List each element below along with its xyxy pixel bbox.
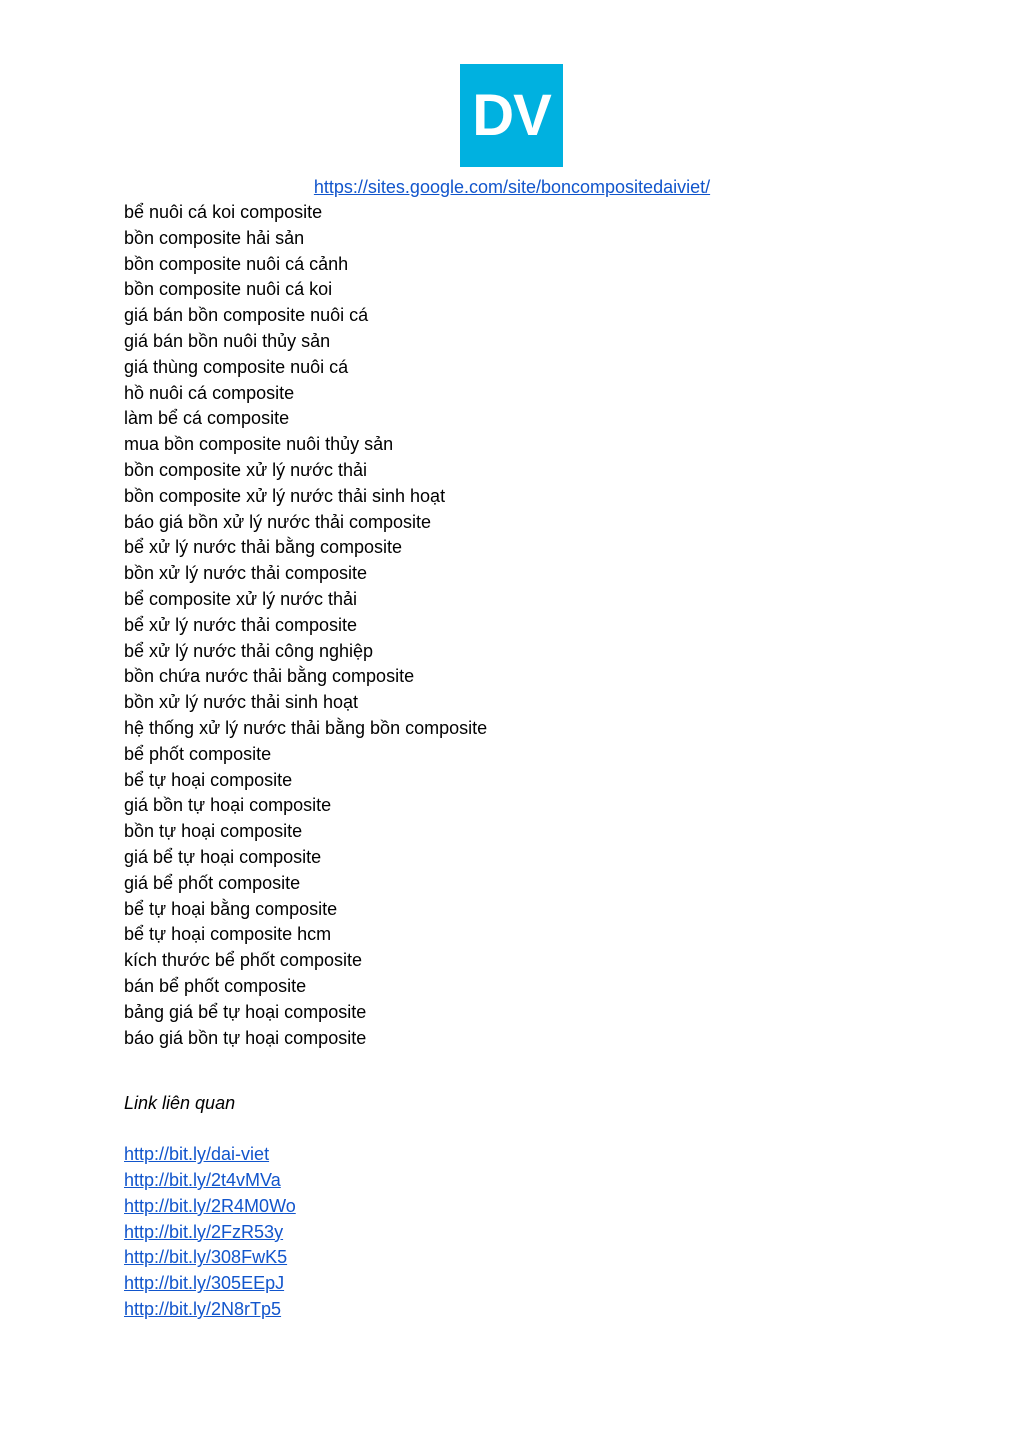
keyword-item: bể tự hoại composite [124,769,293,790]
related-link[interactable]: http://bit.ly/308FwK5 [124,1247,288,1268]
keyword-item: bể tự hoại bằng composite [124,898,338,919]
keyword-item: giá bể tự hoại composite [124,846,322,867]
keyword-item: bồn composite xử lý nước thải [124,459,368,480]
keyword-item: báo giá bồn xử lý nước thải composite [124,511,432,532]
list-item [124,1271,944,1297]
keyword-item: kích thước bể phốt composite [124,950,362,971]
list-item [124,1297,944,1323]
list-item [124,1245,944,1271]
document-body [124,200,944,1323]
keyword-item: bể xử lý nước thải bằng composite [124,537,403,558]
keyword-item: bán bể phốt composite [124,975,307,996]
related-link[interactable]: http://bit.ly/305EEpJ [124,1273,285,1294]
related-link[interactable]: http://bit.ly/2t4vMVa [124,1170,281,1191]
keyword-item: bồn xử lý nước thải composite [124,563,368,584]
keyword-item: bồn tự hoại composite [124,821,303,842]
keyword-item: bể nuôi cá koi composite [124,202,323,222]
keyword-item: giá thùng composite nuôi cá [124,356,349,377]
related-link[interactable]: http://bit.ly/dai-viet [124,1144,270,1165]
keyword-item: hồ nuôi cá composite [124,382,295,403]
keyword-item: bồn composite nuôi cá koi [124,279,333,300]
list-item [124,1142,944,1168]
site-url-link[interactable]: https://sites.google.com/site/boncompositedaiviet/ [313,177,711,197]
keyword-item: bể composite xử lý nước thải [124,588,357,609]
dv-logo: DV [460,64,563,167]
keyword-item: báo giá bồn tự hoại composite [124,1027,367,1048]
keyword-list [124,200,944,1051]
keyword-item: hệ thống xử lý nước thải bằng bồn composite [124,717,488,738]
related-link[interactable]: http://bit.ly/2R4M0Wo [124,1195,296,1216]
keyword-item: bảng giá bể tự hoại composite [124,1001,367,1022]
related-links-heading: Link liên quan [124,1093,236,1114]
list-item [124,1194,944,1220]
keyword-item: bể tự hoại composite hcm [124,924,332,945]
related-link[interactable]: http://bit.ly/2FzR53y [124,1221,284,1242]
keyword-item: giá bán bồn nuôi thủy sản [124,330,331,351]
list-item [124,1220,944,1246]
keyword-item: mua bồn composite nuôi thủy sản [124,434,394,455]
keyword-item: bồn composite nuôi cá cảnh [124,253,349,274]
keyword-item: giá bán bồn composite nuôi cá [124,305,369,326]
keyword-item: bể xử lý nước thải công nghiệp [124,640,374,661]
keyword-item: làm bể cá composite [124,408,290,429]
keyword-item: bồn composite hải sản [124,227,305,248]
keyword-item: bồn xử lý nước thải sinh hoạt [124,692,359,713]
keyword-item: giá bồn tự hoại composite [124,795,332,816]
keyword-item: bồn chứa nước thải bằng composite [124,666,415,687]
keyword-item: bể phốt composite [124,743,272,764]
related-link[interactable]: http://bit.ly/2N8rTp5 [124,1299,282,1320]
related-links-list [124,1142,944,1323]
keyword-item: bể xử lý nước thải composite [124,614,357,635]
keyword-item: bồn composite xử lý nước thải sinh hoạt [124,485,446,506]
keyword-item: giá bể phốt composite [124,872,301,893]
list-item [124,1168,944,1194]
